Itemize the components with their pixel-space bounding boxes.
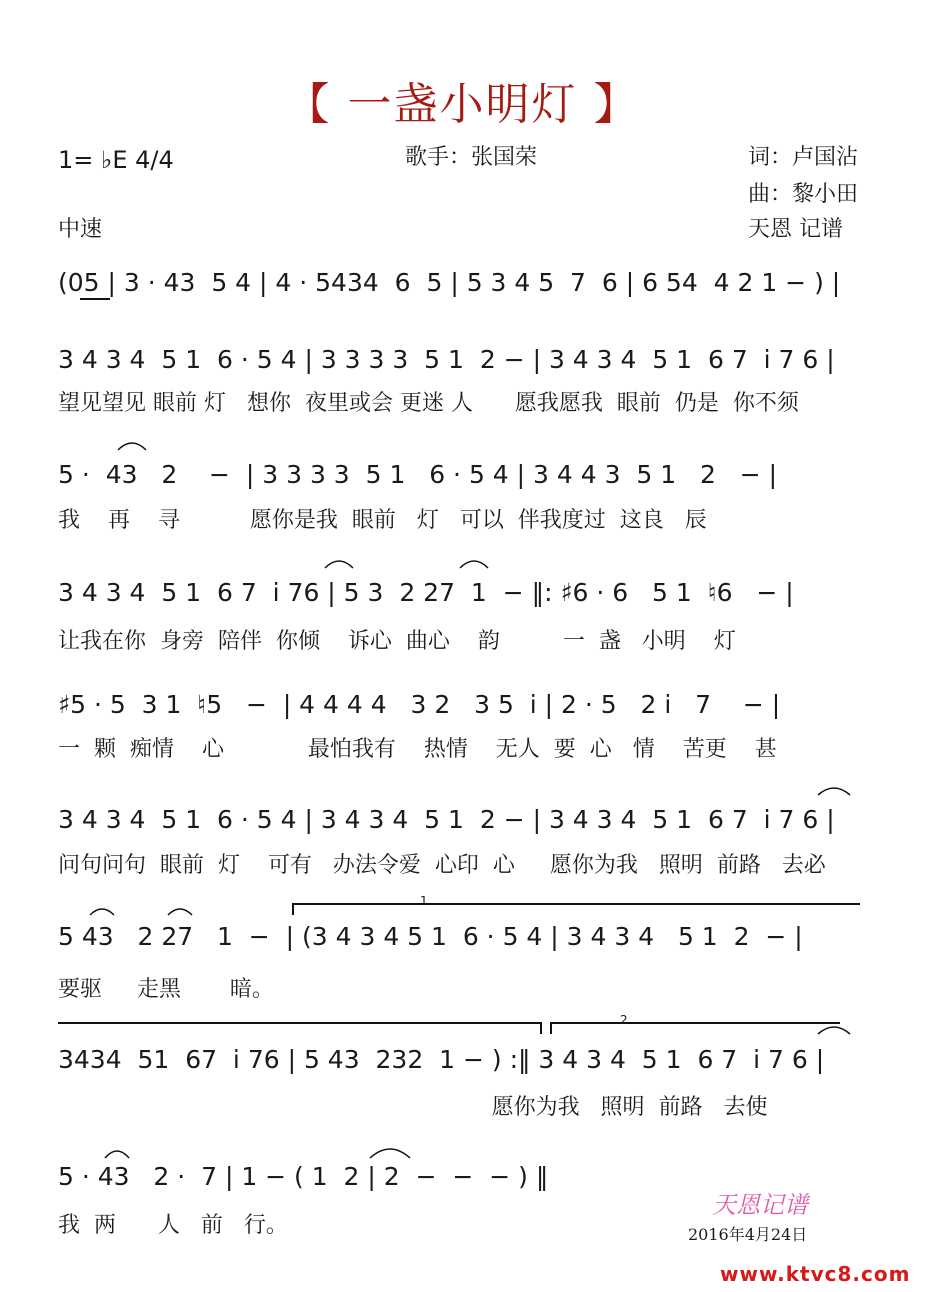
- lyrics-line: 要驱 走黑 暗。: [58, 977, 274, 1002]
- transcription-date: 2016年4月24日: [688, 1225, 808, 1244]
- singer-credit: 歌手：张国荣: [405, 145, 538, 170]
- notes-line: 3 4 3 4 5 1 6 · 5 4 | 3 4 3 4 5 1 2 − | 3 4 3 4 5 1 6 7 i 7 6 |: [58, 805, 835, 834]
- composer-credit: 曲：黎小田: [748, 182, 859, 207]
- volta-1-number: 1: [420, 894, 428, 908]
- website-watermark: www.ktvc8.com: [720, 1262, 911, 1286]
- tempo-marking: 中速: [58, 217, 103, 242]
- song-title: 【 一盏小明灯 】: [285, 79, 640, 130]
- notes-line: 3434 51 67 i 76 | 5 43 232 1 − ) :‖ 3 4 3 4 5 1 6 7 i 7 6 |: [58, 1045, 825, 1074]
- notes-line: 3 4 3 4 5 1 6 · 5 4 | 3 3 3 3 5 1 2 − | 3 4 3 4 5 1 6 7 i 7 6 |: [58, 345, 835, 374]
- lyrics-line: 问句问句 眼前 灯 可有 办法令爱 心印 心 愿你为我 照明 前路 去必: [58, 853, 826, 878]
- lyrics-line: 望见望见 眼前 灯 想你 夜里或会 更迷 人 愿我愿我 眼前 仍是 你不须: [58, 391, 799, 416]
- notes-line: ♯5 · 5 3 1 ♮5 − | 4 4 4 4 3 2 3 5 i | 2 · 5 2 i 7 − |: [58, 690, 781, 719]
- lyrics-line: 愿你为我 照明 前路 去使: [58, 1095, 768, 1120]
- transcriber-credit: 天恩 记谱: [748, 217, 843, 242]
- lyrics-line: 一 颗 痴情 心 最怕我有 热情 无人 要 心 情 苦更 甚: [58, 737, 777, 762]
- notes-line: 5 · 43 2 − | 3 3 3 3 5 1 6 · 5 4 | 3 4 4 3 5 1 2 − |: [58, 460, 778, 489]
- notes-line: 5 43 2 27 1 − | (3 4 3 4 5 1 6 · 5 4 | 3 4 3 4 5 1 2 − |: [58, 922, 803, 951]
- lyricist-credit: 词：卢国沾: [748, 145, 859, 170]
- volta-2-number: 2: [620, 1013, 628, 1027]
- lyrics-line: 我 再 寻 愿你是我 眼前 灯 可以 伴我度过 这良 辰: [58, 508, 707, 533]
- key-signature: 1= ♭E 4/4: [58, 146, 174, 174]
- lyrics-line: 我 两 人 前 行。: [58, 1213, 288, 1238]
- notes-line: 3 4 3 4 5 1 6 7 i 76 | 5 3 2 27 1 − ‖: ♯6 · 6 5 1 ♮6 − |: [58, 578, 794, 607]
- lyrics-line: 让我在你 身旁 陪伴 你倾 诉心 曲心 韵 一 盏 小明 灯: [58, 629, 736, 654]
- notes-line: 5 · 43 2 · 7 | 1 − ( 1 2 | 2 − − − ) ‖: [58, 1162, 549, 1191]
- notes-line: (05 | 3 · 43 5 4 | 4 · 5434 6 5 | 5 3 4 5 7 6 | 6 54 4 2 1 − ) |: [58, 268, 841, 297]
- transcriber-stamp: 天恩记谱: [712, 1191, 808, 1219]
